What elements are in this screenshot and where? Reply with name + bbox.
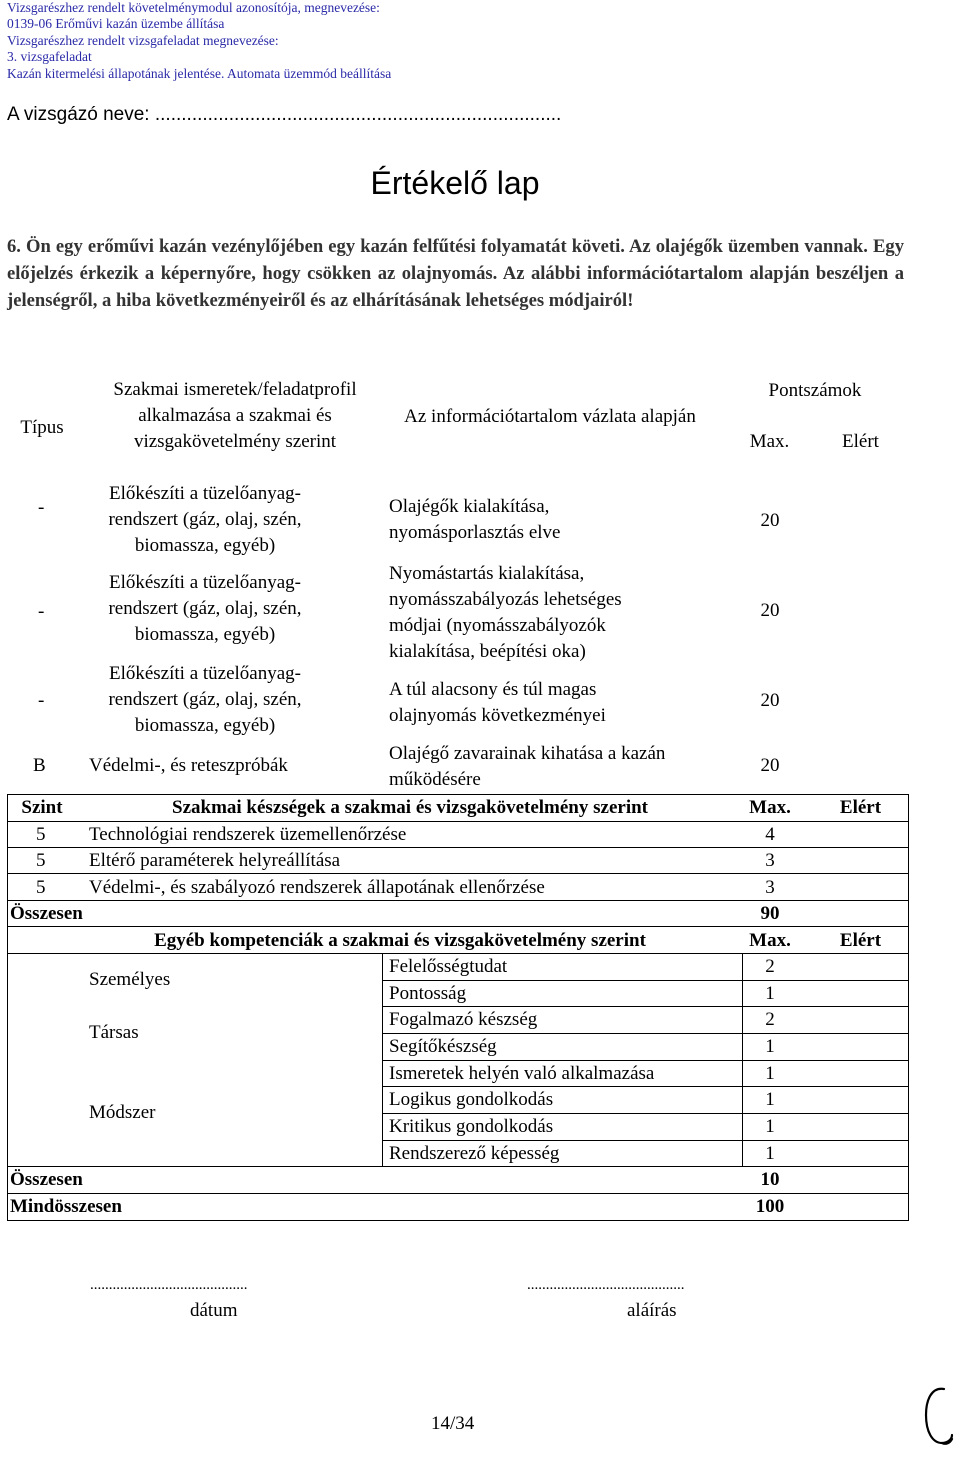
header-line: Vizsgarészhez rendelt követelménymodul azonosítója, megnevezése: bbox=[7, 0, 380, 15]
skill-label: Eltérő paraméterek helyreállítása bbox=[89, 850, 341, 871]
col-header-max: Max. bbox=[749, 930, 791, 951]
row-type: - bbox=[38, 601, 45, 622]
competency-group: Személyes bbox=[89, 969, 171, 990]
row-skill: Előkészíti a tüzelőanyag-rendszert (gáz, olaj, szén, biomassza, egyéb) bbox=[108, 572, 302, 645]
competency-label: Logikus gondolkodás bbox=[389, 1089, 554, 1110]
table-line bbox=[382, 1113, 909, 1114]
row-max: 20 bbox=[760, 510, 780, 531]
col-header-info: Az információtartalom vázlata alapján bbox=[404, 406, 696, 427]
skill-label: Védelmi-, és szabályozó rendszerek állapotának ellenőrzése bbox=[89, 877, 545, 898]
competency-max: 1 bbox=[765, 1116, 775, 1137]
grand-total-label: Mindösszesen bbox=[10, 1196, 122, 1217]
competency-label: Rendszerező képesség bbox=[389, 1143, 560, 1164]
header-line: 0139-06 Erőművi kazán üzembe állítása bbox=[7, 16, 225, 32]
competency-max: 1 bbox=[765, 1143, 775, 1164]
competency-label: Ismeretek helyén való alkalmazása bbox=[389, 1063, 655, 1084]
col-header-points: Pontszámok bbox=[768, 380, 862, 401]
skill-max: 4 bbox=[765, 824, 775, 845]
skill-label: Technológiai rendszerek üzemellenőrzése bbox=[89, 824, 407, 845]
date-dots: .......................................... bbox=[90, 1277, 248, 1293]
skill-max: 3 bbox=[765, 850, 775, 871]
competency-label: Fogalmazó készség bbox=[389, 1009, 538, 1030]
col-header-type: Típus bbox=[20, 417, 64, 438]
table-line bbox=[382, 1060, 909, 1061]
header-line: Vizsgarészhez rendelt vizsgafeladat megnevezése: bbox=[7, 32, 279, 48]
competency-max: 1 bbox=[765, 1089, 775, 1110]
page-number: 14/34 bbox=[431, 1413, 475, 1434]
col-header-max: Max. bbox=[749, 431, 790, 452]
subtotal-label: Összesen bbox=[10, 903, 83, 924]
competency-label: Pontosság bbox=[389, 983, 467, 1004]
table-line bbox=[7, 794, 909, 795]
row-skill: Előkészíti a tüzelőanyag-rendszert (gáz, olaj, szén, biomassza, egyéb) bbox=[108, 483, 302, 556]
competency-max: 2 bbox=[765, 1009, 775, 1030]
table-line bbox=[7, 794, 8, 1220]
competency-max: 1 bbox=[765, 1063, 775, 1084]
table-line bbox=[382, 980, 909, 981]
row-max: 20 bbox=[760, 755, 780, 776]
table-line bbox=[382, 1140, 909, 1141]
candidate-name-line: A vizsgázó neve: ............................................................................. bbox=[7, 104, 562, 125]
competency-label: Segítőkészség bbox=[389, 1036, 497, 1057]
competency-max: 1 bbox=[765, 1036, 775, 1057]
table-line bbox=[7, 873, 909, 874]
signature-dots: .......................................... bbox=[527, 1277, 685, 1293]
table-line bbox=[382, 1086, 909, 1087]
row-type: - bbox=[38, 497, 45, 518]
table-line bbox=[382, 1033, 909, 1034]
date-label: dátum bbox=[190, 1300, 238, 1321]
competency-group: Módszer bbox=[89, 1102, 156, 1123]
skill-max: 3 bbox=[765, 877, 775, 898]
competency-label: Kritikus gondolkodás bbox=[389, 1116, 554, 1137]
header-line: Kazán kitermelési állapotának jelentése. Automata üzemmód beállítása bbox=[7, 65, 392, 81]
row-info: Olajégők kialakítása, nyomásporlasztás elve bbox=[389, 496, 561, 543]
skill-level: 5 bbox=[36, 824, 46, 845]
signature-label: aláírás bbox=[627, 1300, 677, 1321]
table-line bbox=[382, 1006, 909, 1007]
row-type: B bbox=[33, 755, 46, 776]
page-title: Értékelő lap bbox=[370, 165, 540, 201]
skills-section-title: Szakmai készségek a szakmai és vizsgakövetelmény szerint bbox=[172, 797, 648, 818]
skill-level: 5 bbox=[36, 877, 46, 898]
col-header-max: Max. bbox=[749, 797, 791, 818]
col-header-skill: Szakmai ismeretek/feladatprofil alkalmazása a szakmai és vizsgakövetelmény szerint bbox=[113, 379, 357, 452]
col-header-level: Szint bbox=[21, 797, 63, 818]
signature-mark bbox=[922, 1385, 956, 1454]
table-line bbox=[7, 953, 909, 954]
row-info: Nyomástartás kialakítása, nyomásszabályozás lehetséges módjai (nyomásszabályozók kialakítása, beépítési oka) bbox=[389, 563, 622, 662]
col-header-achieved: Elért bbox=[842, 431, 879, 452]
row-skill: Előkészíti a tüzelőanyag-rendszert (gáz, olaj, szén, biomassza, egyéb) bbox=[108, 663, 302, 736]
row-info: Olajégő zavarainak kihatása a kazán működésére bbox=[389, 743, 666, 790]
col-header-achieved: Elért bbox=[839, 797, 882, 818]
row-skill: Védelmi-, és reteszpróbák bbox=[89, 755, 288, 776]
competency-group: Társas bbox=[89, 1022, 139, 1043]
col-header-achieved: Elért bbox=[839, 930, 882, 951]
subtotal-value: 90 bbox=[760, 903, 780, 924]
row-max: 20 bbox=[760, 690, 780, 711]
task-description: 6. Ön egy erőművi kazán vezénylőjében egy kazán felfűtési folyamatát követi. Az olajégők üzemben vannak. Egy előjelzés érkezik a képernyőre, hogy csökken az olajnyomás. Az alábbi információtartalom alapján beszéljen a jelenségről, a hiba következményeiről és az elhárításának lehetséges módjairól! bbox=[7, 236, 904, 311]
table-line bbox=[7, 1193, 909, 1194]
table-line bbox=[7, 900, 909, 901]
skill-level: 5 bbox=[36, 850, 46, 871]
table-line bbox=[7, 847, 909, 848]
subtotal-value: 10 bbox=[760, 1169, 780, 1190]
table-line bbox=[7, 1220, 909, 1221]
subtotal-label: Összesen bbox=[10, 1169, 83, 1190]
grand-total-value: 100 bbox=[755, 1196, 785, 1217]
table-line bbox=[7, 821, 909, 822]
competency-max: 2 bbox=[765, 956, 775, 977]
table-line bbox=[382, 953, 383, 1166]
competencies-section-title: Egyéb kompetenciák a szakmai és vizsgakövetelmény szerint bbox=[154, 930, 646, 951]
table-line bbox=[7, 926, 909, 927]
row-type: - bbox=[38, 690, 45, 711]
row-info: A túl alacsony és túl magas olajnyomás következményei bbox=[389, 679, 606, 726]
competency-max: 1 bbox=[765, 983, 775, 1004]
row-max: 20 bbox=[760, 600, 780, 621]
table-line bbox=[908, 794, 909, 1220]
document-header bbox=[7, 0, 391, 82]
header-line: 3. vizsgafeladat bbox=[7, 49, 92, 65]
competency-label: Felelősségtudat bbox=[389, 956, 508, 977]
table-line bbox=[7, 1166, 909, 1167]
